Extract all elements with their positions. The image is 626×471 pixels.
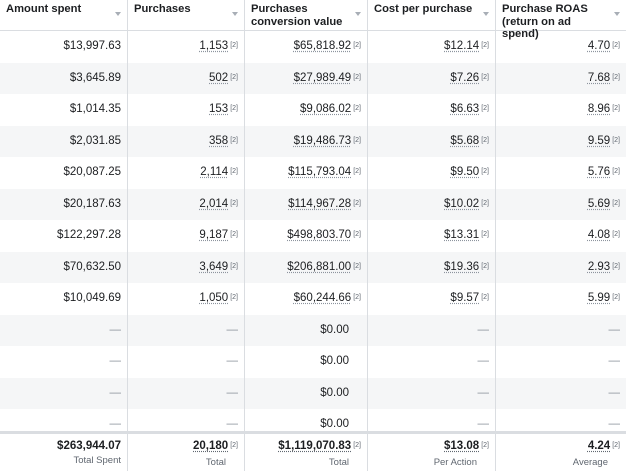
- empty-dash: —: [608, 418, 620, 430]
- empty-dash: —: [226, 386, 238, 399]
- total-value[interactable]: 20,180: [193, 440, 229, 452]
- table-row: [0, 63, 626, 95]
- cell-conversion-value: [245, 315, 368, 347]
- cell-value[interactable]: 2.93: [587, 260, 611, 273]
- cell-purchases: [128, 283, 245, 315]
- cell-value[interactable]: $114,967.28: [288, 197, 352, 210]
- cell-purchases: [128, 378, 245, 410]
- table-row-empty: [0, 346, 626, 378]
- column-header-label: Purchases: [134, 3, 191, 15]
- cell-cost-per-purchase: [368, 346, 496, 378]
- cell-cost-per-purchase: [368, 315, 496, 347]
- cell-conversion-value: [245, 220, 368, 252]
- total-cost-per-purchase: [368, 434, 496, 471]
- sort-caret-icon[interactable]: [355, 12, 361, 16]
- column-header-purchases[interactable]: [128, 0, 245, 31]
- cell-purchases: [128, 126, 245, 158]
- footnote-marker[interactable]: [2]: [230, 42, 238, 49]
- cell-amount-spent: [0, 157, 128, 189]
- cell-value[interactable]: $7.26: [450, 71, 480, 84]
- cell-cost-per-purchase: [368, 126, 496, 158]
- cell-conversion-value: [245, 63, 368, 95]
- cell-value[interactable]: 4.08: [587, 229, 611, 241]
- footnote-marker[interactable]: [2]: [481, 42, 489, 49]
- cell-value[interactable]: $27,989.49: [293, 71, 352, 84]
- column-header-label: Amount spent: [6, 3, 82, 15]
- cell-value[interactable]: $10.02: [444, 197, 480, 210]
- cell-amount-spent: [0, 283, 128, 315]
- table-header: [0, 0, 626, 40]
- cell-roas: [496, 126, 626, 158]
- cell-conversion-value: [245, 378, 368, 410]
- cell-amount-spent: [0, 63, 128, 95]
- totals-row: [0, 431, 626, 471]
- cell-value: $0.00: [320, 418, 349, 430]
- table-row: [0, 220, 626, 252]
- cell-value[interactable]: 358: [209, 134, 229, 147]
- cell-value: $0.00: [320, 355, 349, 367]
- cell-purchases: [128, 31, 245, 63]
- cell-value[interactable]: 1,050: [199, 292, 229, 304]
- total-label: Average: [572, 457, 608, 468]
- footnote-marker[interactable]: [2]: [481, 136, 489, 144]
- column-header-label: Cost per purchase: [374, 3, 473, 15]
- cell-amount-spent: [0, 126, 128, 158]
- total-value: $263,944.07: [57, 440, 121, 452]
- empty-dash: —: [109, 355, 121, 367]
- cell-conversion-value: [245, 94, 368, 126]
- cell-amount-spent: [0, 346, 128, 378]
- footnote-marker[interactable]: [2]: [230, 294, 238, 301]
- total-conversion-value: [245, 434, 368, 471]
- footnote-marker[interactable]: [2]: [353, 262, 361, 270]
- cell-value[interactable]: 5.99: [587, 292, 611, 304]
- cell-value[interactable]: $60,244.66: [293, 292, 352, 304]
- cell-value[interactable]: $6.63: [450, 103, 480, 115]
- cell-value[interactable]: 5.69: [587, 197, 611, 210]
- table-row: [0, 126, 626, 158]
- cell-purchases: [128, 63, 245, 95]
- empty-dash: —: [477, 355, 489, 367]
- footnote-marker[interactable]: [2]: [612, 262, 620, 270]
- total-value[interactable]: 4.24: [587, 440, 611, 452]
- sort-caret-icon[interactable]: [232, 12, 238, 16]
- cell-roas: [496, 252, 626, 284]
- cell-amount-spent: [0, 252, 128, 284]
- cell-conversion-value: [245, 283, 368, 315]
- cell-roas: [496, 94, 626, 126]
- cell-value[interactable]: 3,649: [199, 260, 229, 273]
- cell-purchases: [128, 189, 245, 221]
- cell-conversion-value: [245, 346, 368, 378]
- cell-cost-per-purchase: [368, 189, 496, 221]
- column-header-cost-per-purchase[interactable]: [368, 0, 496, 31]
- total-roas: [496, 434, 626, 471]
- footnote-marker[interactable]: [2]: [230, 73, 238, 81]
- footnote-marker[interactable]: [2]: [353, 73, 361, 81]
- cell-value[interactable]: 9,187: [199, 229, 229, 241]
- cell-cost-per-purchase: [368, 252, 496, 284]
- cell-value[interactable]: $13.31: [444, 229, 480, 241]
- cell-roas: [496, 346, 626, 378]
- cell-value[interactable]: $206,881.00: [287, 260, 352, 273]
- column-header-label: Purchase ROAS (return on ad spend): [502, 3, 588, 40]
- sort-caret-icon[interactable]: [614, 12, 620, 16]
- cell-value: $122,297.28: [57, 229, 121, 241]
- cell-value[interactable]: 4.70: [587, 40, 611, 52]
- cell-value[interactable]: 2,114: [200, 166, 229, 178]
- footnote-marker[interactable]: [2]: [612, 231, 620, 238]
- total-label: Total: [205, 457, 226, 468]
- total-value[interactable]: $13.08: [444, 440, 480, 452]
- column-header-amount-spent[interactable]: [0, 0, 128, 31]
- empty-dash: —: [226, 418, 238, 430]
- cell-value[interactable]: 153: [209, 103, 229, 115]
- cell-value[interactable]: 502: [209, 71, 229, 84]
- cell-amount-spent: [0, 94, 128, 126]
- table-row: [0, 157, 626, 189]
- cell-value: $10,049.69: [63, 292, 121, 304]
- empty-dash: —: [477, 323, 489, 336]
- cell-value: $70,632.50: [63, 260, 121, 273]
- footnote-marker[interactable]: [2]: [481, 294, 489, 301]
- empty-dash: —: [477, 386, 489, 399]
- total-label: Per Action: [433, 457, 477, 468]
- cell-cost-per-purchase: [368, 378, 496, 410]
- cell-value[interactable]: 1,153: [199, 40, 229, 52]
- cell-purchases: [128, 252, 245, 284]
- footnote-marker[interactable]: [2]: [230, 105, 238, 112]
- footnote-marker[interactable]: [2]: [612, 73, 620, 81]
- footnote-marker[interactable]: [2]: [353, 105, 361, 112]
- cell-cost-per-purchase: [368, 157, 496, 189]
- cell-value[interactable]: $65,818.92: [293, 40, 352, 52]
- footnote-marker[interactable]: [2]: [481, 231, 489, 238]
- empty-dash: —: [477, 418, 489, 430]
- total-value[interactable]: $1,119,070.83: [278, 440, 352, 452]
- cell-conversion-value: [245, 189, 368, 221]
- empty-dash: —: [608, 323, 620, 336]
- footnote-marker[interactable]: [2]: [612, 442, 620, 449]
- cell-amount-spent: [0, 315, 128, 347]
- footnote-marker[interactable]: [2]: [481, 105, 489, 112]
- cell-conversion-value: [245, 157, 368, 189]
- table-row: [0, 94, 626, 126]
- footnote-marker[interactable]: [2]: [612, 105, 620, 112]
- footnote-marker[interactable]: [2]: [230, 442, 238, 449]
- total-label: Total: [328, 457, 349, 468]
- total-purchases: [128, 434, 245, 471]
- cell-purchases: [128, 157, 245, 189]
- footnote-marker[interactable]: [2]: [230, 231, 238, 238]
- cell-value[interactable]: 5.76: [587, 166, 611, 178]
- cell-roas: [496, 283, 626, 315]
- cell-purchases: [128, 94, 245, 126]
- total-amount-spent: [0, 434, 128, 471]
- cell-value[interactable]: $9,086.02: [300, 103, 352, 115]
- footnote-marker[interactable]: [2]: [481, 262, 489, 270]
- cell-value[interactable]: $498,803.70: [287, 229, 352, 241]
- cell-value[interactable]: 7.68: [587, 71, 611, 84]
- table-row: [0, 252, 626, 284]
- table-row-empty: [0, 315, 626, 347]
- empty-dash: —: [226, 323, 238, 336]
- cell-purchases: [128, 315, 245, 347]
- cell-value[interactable]: $12.14: [444, 40, 480, 52]
- cell-purchases: [128, 220, 245, 252]
- footnote-marker[interactable]: [2]: [612, 294, 620, 301]
- cell-value[interactable]: 2,014: [199, 197, 229, 210]
- cell-value: $1,014.35: [69, 103, 121, 115]
- cell-value: $2,031.85: [69, 134, 121, 147]
- cell-purchases: [128, 346, 245, 378]
- footnote-marker[interactable]: [2]: [353, 442, 361, 449]
- cell-roas: [496, 157, 626, 189]
- cell-conversion-value: [245, 31, 368, 63]
- cell-value: $13,997.63: [63, 40, 121, 52]
- cell-value[interactable]: 9.59: [587, 134, 611, 147]
- cell-cost-per-purchase: [368, 220, 496, 252]
- empty-dash: —: [608, 386, 620, 399]
- footnote-marker[interactable]: [2]: [353, 294, 361, 301]
- cell-amount-spent: [0, 189, 128, 221]
- cell-amount-spent: [0, 378, 128, 410]
- cell-value[interactable]: $19.36: [444, 260, 480, 273]
- cell-value[interactable]: 8.96: [587, 103, 611, 115]
- cell-cost-per-purchase: [368, 31, 496, 63]
- cell-value: $20,187.63: [63, 197, 121, 210]
- column-header-purchase-roas[interactable]: [496, 0, 626, 40]
- cell-cost-per-purchase: [368, 63, 496, 95]
- cell-roas: [496, 220, 626, 252]
- cell-roas: [496, 31, 626, 63]
- footnote-marker[interactable]: [2]: [230, 136, 238, 144]
- footnote-marker[interactable]: [2]: [230, 168, 238, 175]
- cell-value[interactable]: $9.50: [450, 166, 480, 178]
- cell-value[interactable]: $5.68: [450, 134, 480, 147]
- footnote-marker[interactable]: [2]: [353, 168, 361, 175]
- sort-caret-icon[interactable]: [483, 12, 489, 16]
- cell-roas: [496, 378, 626, 410]
- footnote-marker[interactable]: [2]: [353, 199, 361, 207]
- cell-value[interactable]: $19,486.73: [293, 134, 352, 147]
- cell-conversion-value: [245, 252, 368, 284]
- footnote-marker[interactable]: [2]: [612, 42, 620, 49]
- cell-value: $0.00: [320, 386, 349, 399]
- empty-dash: —: [608, 355, 620, 367]
- empty-dash: —: [109, 418, 121, 430]
- footnote-marker[interactable]: [2]: [612, 136, 620, 144]
- cell-amount-spent: [0, 31, 128, 63]
- footnote-marker[interactable]: [2]: [481, 168, 489, 175]
- cell-conversion-value: [245, 126, 368, 158]
- cell-value[interactable]: $9.57: [450, 292, 480, 304]
- cell-amount-spent: [0, 220, 128, 252]
- cell-roas: [496, 315, 626, 347]
- cell-value: $0.00: [320, 323, 349, 336]
- cell-roas: [496, 63, 626, 95]
- cell-value: $20,087.25: [63, 166, 121, 178]
- cell-cost-per-purchase: [368, 283, 496, 315]
- sort-caret-icon[interactable]: [115, 12, 121, 16]
- cell-value[interactable]: $115,793.04: [288, 166, 352, 178]
- table-row: [0, 31, 626, 63]
- footnote-marker[interactable]: [2]: [230, 262, 238, 270]
- table-row: [0, 189, 626, 221]
- footnote-marker[interactable]: [2]: [481, 73, 489, 81]
- column-header-label: Purchases conversion value: [251, 3, 343, 28]
- empty-dash: —: [226, 355, 238, 367]
- footnote-marker[interactable]: [2]: [353, 42, 361, 49]
- cell-value: $3,645.89: [69, 71, 121, 84]
- cell-roas: [496, 189, 626, 221]
- table-row-empty: [0, 378, 626, 410]
- footnote-marker[interactable]: [2]: [353, 136, 361, 144]
- total-label: Total Spent: [73, 455, 121, 466]
- footnote-marker[interactable]: [2]: [612, 199, 620, 207]
- footnote-marker[interactable]: [2]: [230, 199, 238, 207]
- empty-dash: —: [109, 386, 121, 399]
- footnote-marker[interactable]: [2]: [612, 168, 620, 175]
- footnote-marker[interactable]: [2]: [481, 442, 489, 449]
- footnote-marker[interactable]: [2]: [481, 199, 489, 207]
- table-row: [0, 283, 626, 315]
- cell-cost-per-purchase: [368, 94, 496, 126]
- column-header-purchases-conversion-value[interactable]: [245, 0, 368, 31]
- footnote-marker[interactable]: [2]: [353, 231, 361, 238]
- empty-dash: —: [109, 323, 121, 336]
